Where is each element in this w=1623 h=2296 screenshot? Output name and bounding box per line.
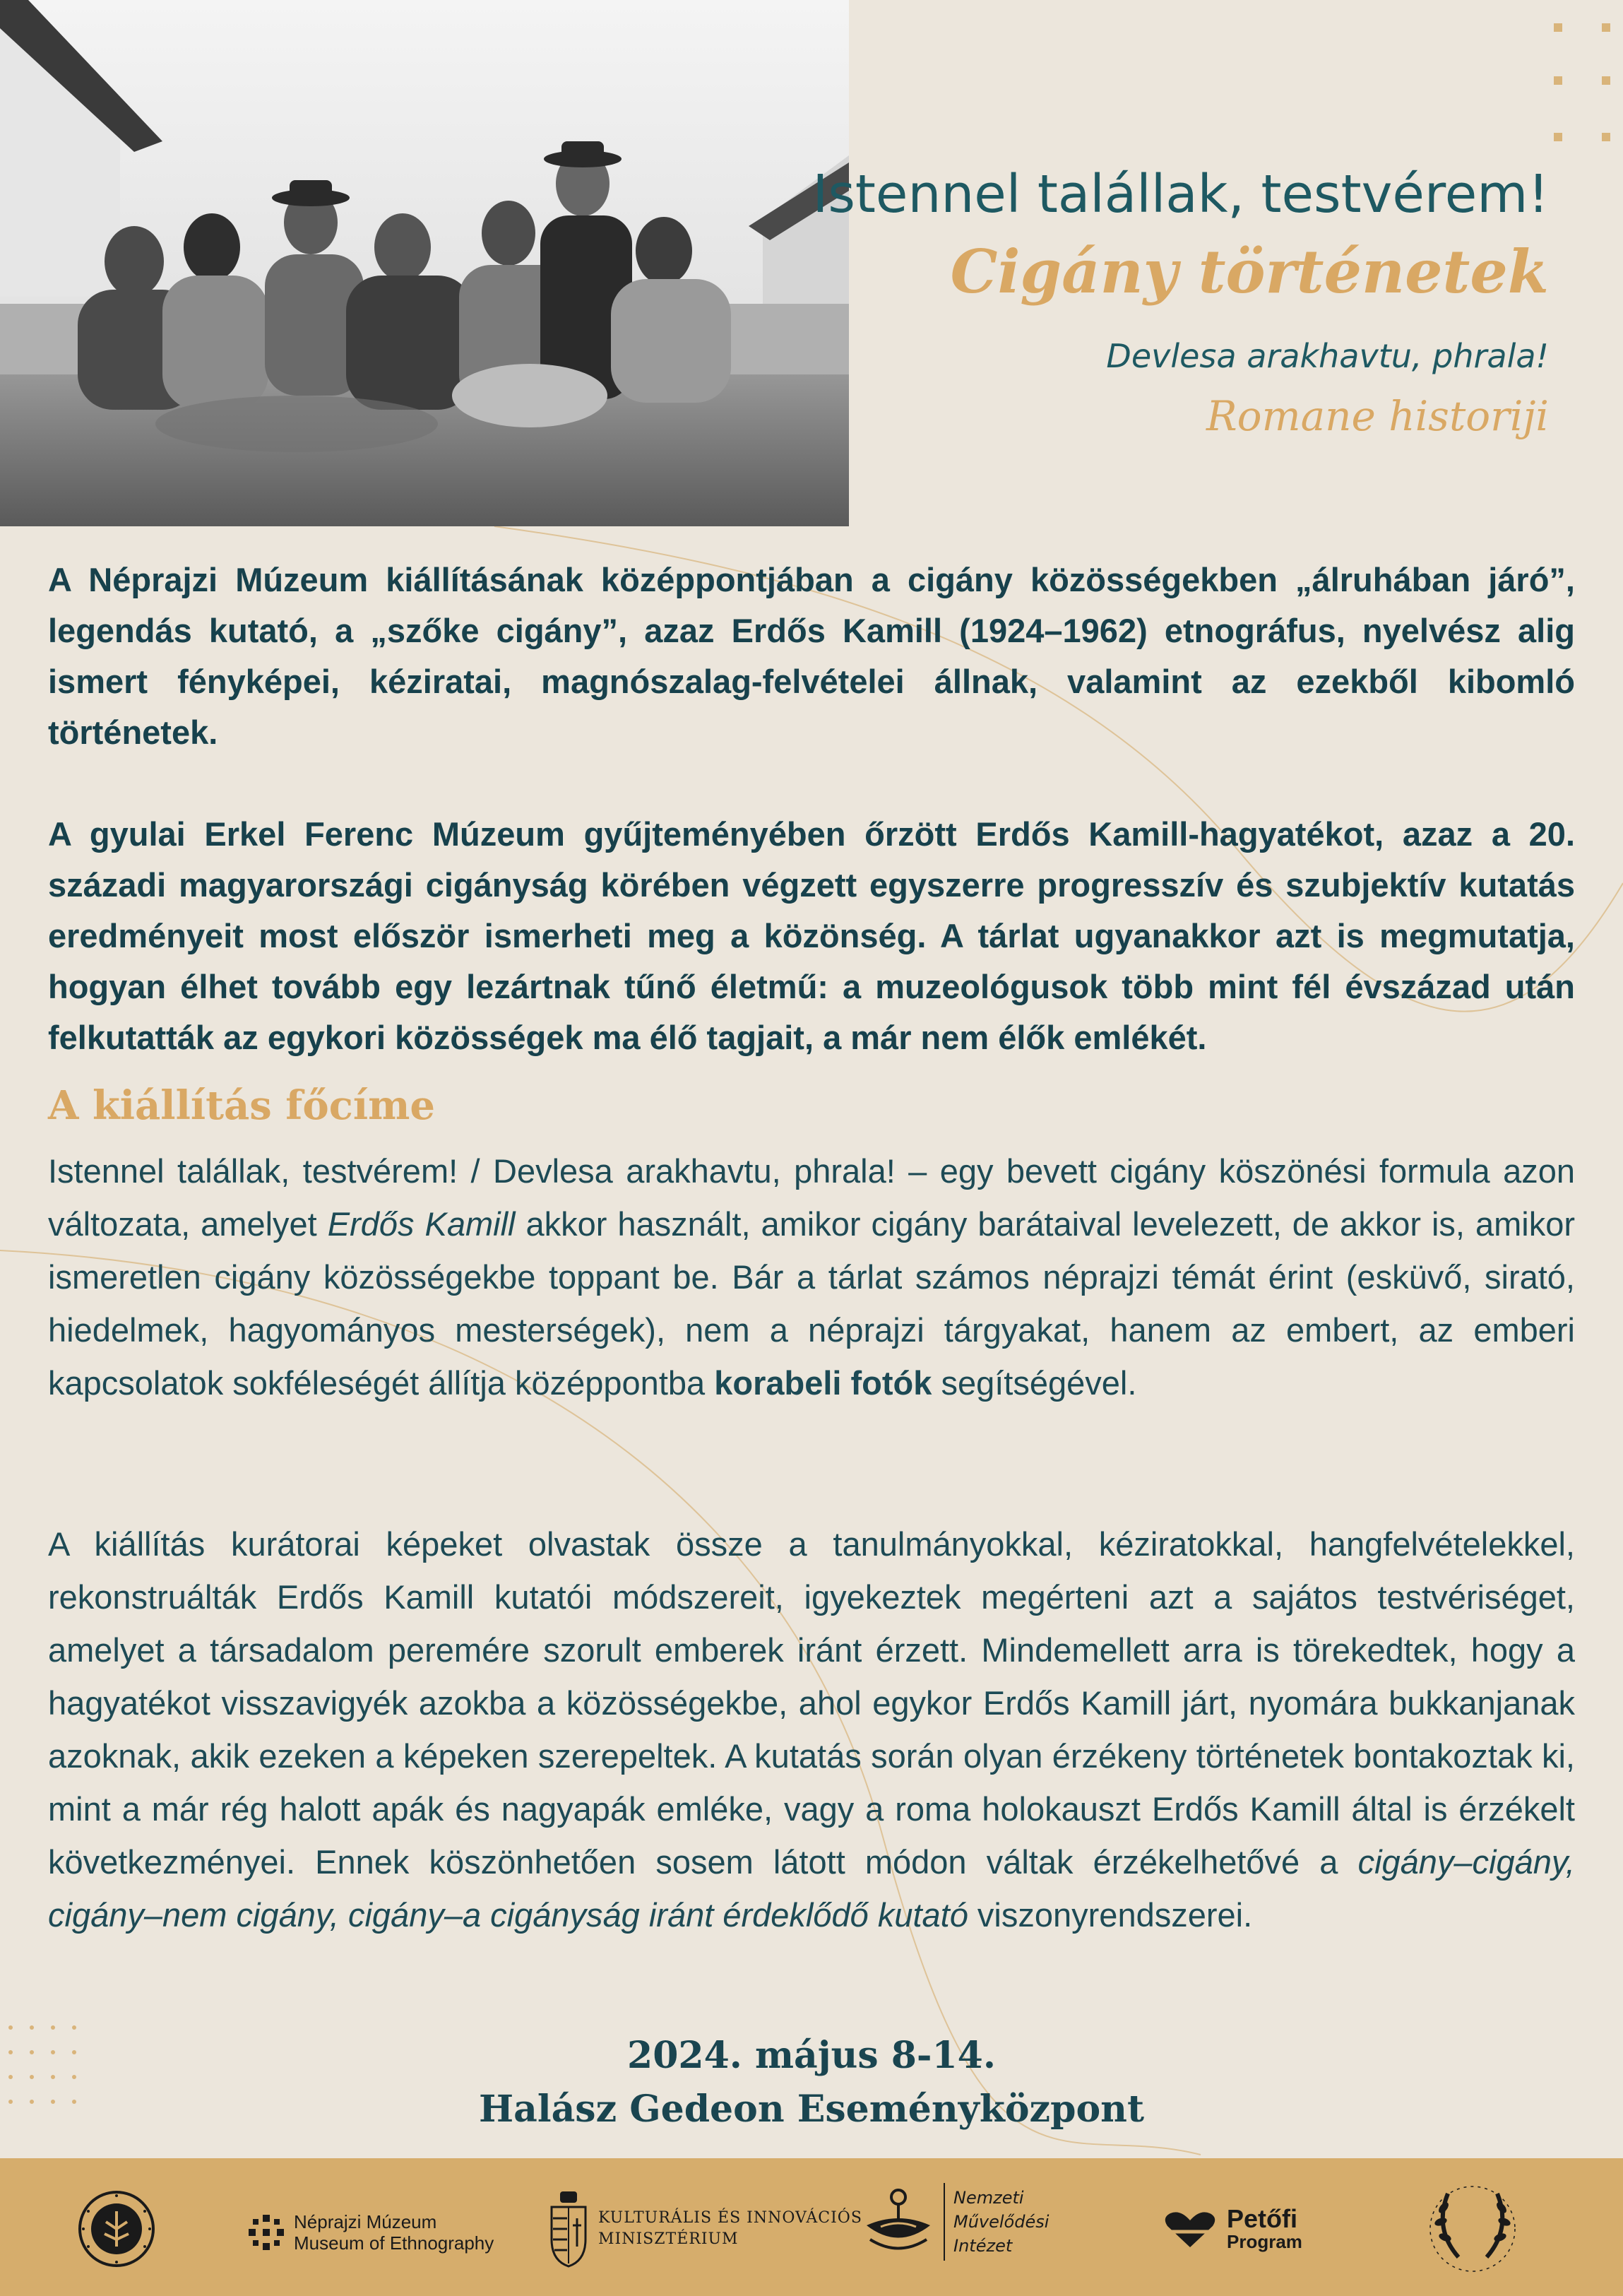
p4-text-b: viszonyrendszerei. — [968, 1896, 1253, 1934]
petofi-program-word: Program — [1227, 2231, 1302, 2252]
intro-paragraph-1: A Néprajzi Múzeum kiállításának középpontjában a cigány közösségekben „álruhában járó”, legendás kutató, a „szőke cigány”, azaz Erdős Kamill (1924–1962) etnográfus, nyelvész alig ismert fényképei, kéziratai, magnószalag-felvételei állnak, valamint az ezekből kibomló történetek. — [48, 561, 1575, 751]
romani-subtitle: Romane historiji — [1206, 392, 1549, 440]
section-body-2 — [48, 1517, 1575, 1941]
p3-text-b: akkor használt, amikor cigány barátaival levelezett, de akkor is, amikor ismeretlen cigány közösségekbe toppant be. Bár a tárlat számos néprajzi témát érint (esküvő, sirató, hiedelmek, hagyományos mesterségek), nem a néprajzi tárgyakat, hanem az embert, az emberi kapcsolatok sokféleségét állítja középpontba — [48, 1205, 1575, 1402]
cultural-institute-line-3: Intézet — [953, 2236, 1013, 2256]
ministry-label — [598, 2208, 862, 2250]
title-block — [807, 155, 1549, 448]
intro-text — [48, 555, 1575, 758]
cultural-institute-label — [953, 2186, 1049, 2258]
p4-italic: cigány–cigány, cigány–nem cigány, cigány–a cigányság iránt érdeklődő kutató — [48, 1843, 1575, 1934]
seal-icon — [78, 2190, 155, 2268]
footer-logos — [0, 2158, 1623, 2296]
decorative-dots-top — [1540, 20, 1617, 147]
ethnography-museum-logo — [247, 2211, 494, 2254]
event-date: 2024. május 8-14. — [627, 2034, 996, 2077]
ministry-logo — [547, 2190, 862, 2268]
ethnography-museum-name-en: Museum of Ethnography — [294, 2232, 494, 2254]
p3-text-c: segítségével. — [932, 1364, 1137, 1402]
photo-illustration — [0, 0, 849, 526]
ministry-name-line-1: KULTURÁLIS ÉS INNOVÁCIÓS — [598, 2209, 862, 2227]
petofi-program-label — [1227, 2204, 1302, 2253]
intro-paragraph-2: A gyulai Erkel Ferenc Múzeum gyűjteményében őrzött Erdős Kamill-hagyatékot, azaz a 20. századi magyarországi cigányság körében végzett egyszerre progresszív és szubjektív kutatás eredményeit most először ismerheti meg a közönség. A tárlat ugyanakkor azt is megmutatja, hogyan élhet tovább egy lezártnak tűnő életmű: a muzeológusok több mint fél évszázad után felkutatták az egykori közösségek ma élő tagjait, a már nem élők emlékét. — [48, 815, 1575, 1056]
ministry-name-line-2: MINISZTÉRIUM — [598, 2230, 739, 2248]
section-heading-wrap — [48, 1077, 1575, 1134]
main-title: Istennel talállak, testvérem! — [812, 164, 1549, 225]
school-seal-logo — [78, 2190, 155, 2268]
coat-of-arms-icon — [547, 2190, 590, 2268]
historic-group-photo — [0, 0, 849, 526]
ethnography-museum-icon — [247, 2213, 285, 2251]
erkel-museum-logo — [1427, 2179, 1518, 2278]
ethnography-museum-name-hu: Néprajzi Múzeum — [294, 2211, 437, 2232]
cultural-institute-logo — [863, 2183, 1049, 2261]
p3-bold: korabeli fotók — [714, 1364, 932, 1402]
wreath-seal-icon — [1427, 2179, 1518, 2278]
cultural-institute-icon — [863, 2183, 934, 2261]
p3-name: Erdős Kamill — [327, 1205, 516, 1243]
cultural-institute-divider — [944, 2183, 945, 2261]
petofi-program-logo — [1162, 2204, 1302, 2253]
intro-text-2 — [48, 809, 1575, 1063]
cultural-institute-line-1: Nemzeti — [953, 2188, 1024, 2208]
section-heading: A kiállítás főcíme — [48, 1082, 435, 1129]
body-paragraph-2 — [48, 1517, 1575, 1941]
romani-title: Devlesa arakhavtu, phrala! — [1106, 337, 1549, 375]
petofi-name: Petőfi — [1227, 2204, 1298, 2233]
ethnography-museum-label — [294, 2211, 494, 2254]
heart-icon — [1162, 2211, 1218, 2250]
p3-text-a: Istennel talállak, testvérem! / Devlesa arakhavtu, phrala! – egy bevett cigány köszönési formula azon változata, amelyet — [48, 1152, 1575, 1243]
event-venue: Halász Gedeon Eseményközpont — [479, 2088, 1144, 2131]
main-subtitle: Cigány történetek — [950, 237, 1549, 307]
cultural-institute-line-2: Művelődési — [953, 2212, 1050, 2232]
section-body-1 — [48, 1144, 1575, 1409]
body-paragraph-1 — [48, 1144, 1575, 1409]
event-info — [0, 2029, 1623, 2136]
p4-text-a: A kiállítás kurátorai képeket olvastak össze a tanulmányokkal, kéziratokkal, hangfelvételekkel, rekonstruálták Erdős Kamill kutatói módszereit, igyekeztek megérteni azt a sajátos testvériséget, amelyet a társadalom peremére szorult emberek iránt érzett. Mindemellett arra is törekedtek, hogy a hagyatékot visszavigyék azokba a közösségekbe, ahol egykor Erdős Kamill járt, nyomára bukkanjanak azoknak, akik ezeken a képeken szerepeltek. A kutatás során olyan érzékeny történetek bontakoztak ki, mint a már rég halott apák és nagyapák emléke, vagy a roma holokauszt Erdős Kamill által is érzékelt következményei. Ennek köszönhetően sosem látott módon váltak érzékelhetővé a — [48, 1525, 1575, 1881]
